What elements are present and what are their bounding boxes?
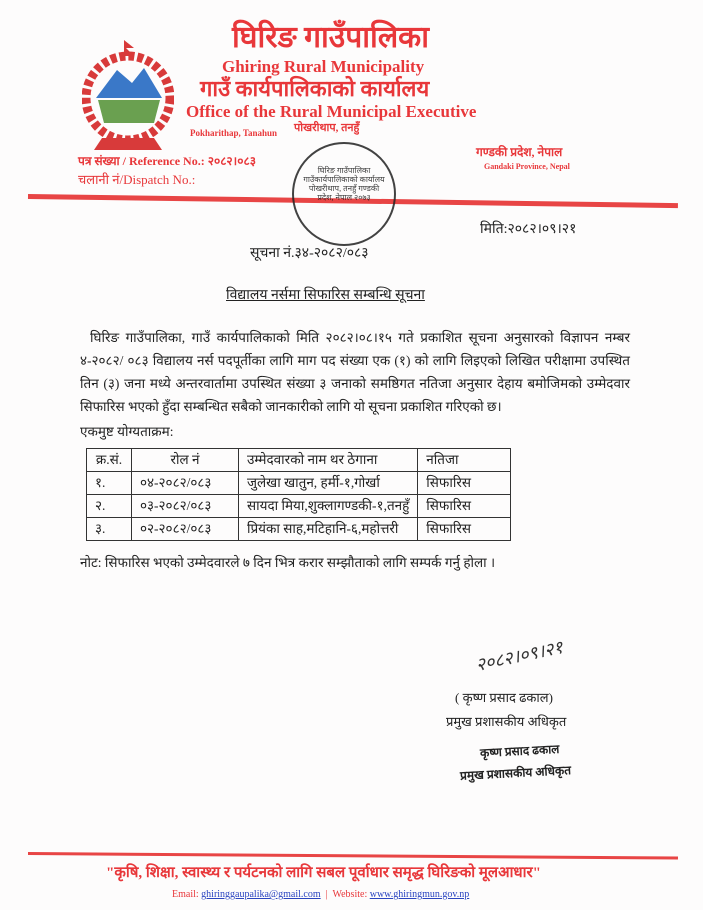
cell-serial: १. — [87, 472, 132, 495]
contact-separator: | — [325, 889, 328, 900]
merit-list-heading: एकमुष्ट योग्यताक्रम: — [80, 424, 174, 439]
office-title-np: गाउँ कार्यपालिकाको कार्यालय — [200, 76, 430, 101]
email-link[interactable]: ghiringgaupalika@gmail.com — [201, 889, 321, 900]
website-label: Website: — [332, 889, 368, 900]
footer-divider — [28, 852, 678, 860]
cell-serial: ३. — [87, 518, 132, 541]
province-np: गण्डकी प्रदेश, नेपाल — [476, 145, 563, 159]
cell-roll: ०३-२०८२/०८३ — [132, 495, 239, 518]
notice-body — [80, 326, 630, 573]
municipality-title-np: घिरिङ गाउँपालिका — [232, 21, 429, 54]
cell-roll: ०४-२०८२/०८३ — [132, 472, 239, 495]
notice-note: नोट: सिफारिस भएको उम्मेदवारले ७ दिन भित्र करार सम्झौताको लागि सम्पर्क गर्नु होला । — [80, 555, 496, 570]
office-stamp — [292, 142, 396, 246]
province-en: Gandaki Province, Nepal — [484, 162, 570, 171]
reference-number: पत्र संख्या / Reference No.: २०८२।०८३ — [78, 154, 256, 168]
cell-result: सिफारिस — [418, 495, 511, 518]
signatory-designation: प्रमुख प्रशासकीय अधिकृत — [446, 714, 567, 729]
header-result: नतिजा — [418, 449, 511, 472]
cell-name: जुलेखा खातुन, हर्मी-१,गोर्खा — [239, 472, 418, 495]
dispatch-number: चलानी नं/Dispatch No.: — [78, 172, 196, 187]
table-row — [87, 472, 511, 495]
cell-result: सिफारिस — [418, 472, 511, 495]
merit-table — [86, 448, 511, 541]
municipality-title-en: Ghiring Rural Municipality — [222, 57, 425, 76]
notice-subject: विद्यालय नर्समा सिफारिस सम्बन्धि सूचना — [226, 288, 425, 303]
stamp-text: घिरिङ गाउँपालिका गाउँकार्यपालिकाको कार्यालय पोखरीथाप, तनहुँ गण्डकी प्रदेश, नेपाल २०७३ — [303, 166, 385, 202]
cell-roll: ०२-२०८२/०८३ — [132, 518, 239, 541]
header-serial: क्र.सं. — [87, 449, 132, 472]
table-header-row — [87, 449, 511, 472]
notice-date: मिति:२०८२।०९।२१ — [480, 222, 577, 237]
table-row — [87, 495, 511, 518]
nepal-emblem-icon — [82, 38, 174, 158]
email-label: Email: — [172, 889, 199, 900]
cell-serial: २. — [87, 495, 132, 518]
location-en: Pokharithap, Tanahun — [190, 128, 278, 138]
seal-designation: प्रमुख प्रशासकीय अधिकृत — [459, 763, 572, 783]
header-name: उम्मेदवारको नाम थर ठेगाना — [239, 449, 418, 472]
header-roll: रोल नं — [132, 449, 239, 472]
signature: २०८२।०९।२१ — [473, 637, 565, 675]
seal-name: कृष्ण प्रसाद ढकाल — [479, 741, 560, 761]
location-np: पोखरीथाप, तनहुँ — [294, 122, 360, 134]
office-title-en: Office of the Rural Municipal Executive — [186, 102, 477, 121]
cell-result: सिफारिस — [418, 518, 511, 541]
cell-name: प्रियंका साह,मटिहानि-६,महोत्तरी — [239, 518, 418, 541]
table-row — [87, 518, 511, 541]
website-link[interactable]: www.ghiringmun.gov.np — [369, 889, 470, 900]
signatory-name: ( कृष्ण प्रसाद ढकाल) — [455, 690, 553, 705]
notice-paragraph: घिरिङ गाउँपालिका, गाउँ कार्यपालिकाको मिति २०८२।०८।१५ गते प्रकाशित सूचना अनुसारको विज्ञापन नम्बर ४-२०८२/ ०८३ विद्यालय नर्स पदपूर्तीका लागि माग पद संख्या एक (१) को लागि लिइएको लिखित परीक्षामा उपस्थित तिन (३) जना मध्ये अन्तरवार्तामा उपस्थित संख्या ३ जनाको समष्ठिगत नतिजा अनुसार देहाय बमोजिमको उम्मेदवार सिफारिस भएको हुँदा सम्बन्धित सबैको जानकारीको लागि यो सूचना प्रकाशित गरिएको छ। — [80, 330, 630, 414]
cell-name: सायदा मिया,शुक्लागण्डकी-१,तनहुँ — [239, 495, 418, 518]
footer-contact — [172, 888, 469, 901]
footer-slogan: "कृषि, शिक्षा, स्वास्थ्य र पर्यटनको लागि सबल पूर्वाधार समृद्ध घिरिङको मूलआधार" — [106, 865, 541, 881]
notice-number: सूचना नं.३४-२०८२/०८३ — [250, 246, 369, 261]
